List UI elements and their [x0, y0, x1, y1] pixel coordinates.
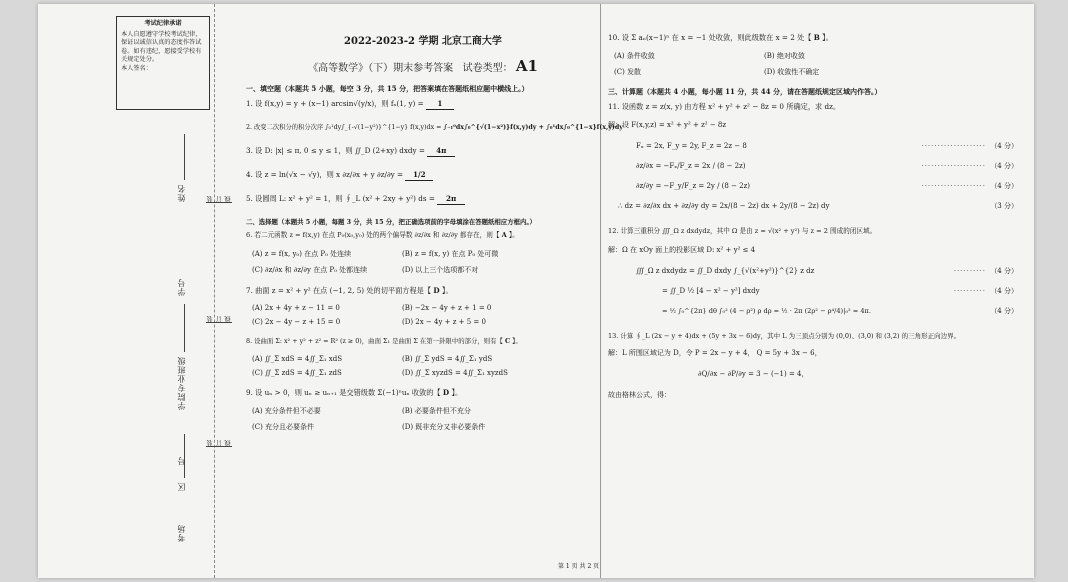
- question-text: 2. 改变二次积分的积分次序 ∫₀¹dy∫_{-√(1−y²)}^{1−y} f(x,y)dx =: [246, 124, 442, 131]
- solution-step: [608, 281, 1028, 301]
- answer: 1: [426, 98, 454, 110]
- score: （3 分）: [990, 202, 1018, 210]
- answer: 4π: [427, 145, 455, 157]
- option: (A) 2x + 4y + z − 11 = 0: [252, 304, 340, 312]
- solution-tail: 故由格林公式，得：: [608, 391, 671, 399]
- section-title: 一、填空题（本题共 5 小题，每空 3 分，共 15 分，把答案填在答题纸相应题中横线上。）: [246, 84, 529, 93]
- option: (D) 2x − 4y + z + 5 = 0: [402, 318, 486, 326]
- step-text: ∂z/∂y = −F_y/F_z = 2y / (8 − 2z): [636, 182, 751, 190]
- question-text: 5. 设圆周 L: x² + y² = 1，则 ∮_L (x² + 2xy + y²) ds =: [246, 194, 435, 203]
- question-text: 7. 曲面 z = x² + y² 在点 (−1, 2, 5) 处的切平面方程是【: [246, 286, 432, 295]
- solution-step: [608, 364, 1028, 384]
- question: [246, 145, 600, 157]
- exam-sheet: [38, 4, 1034, 578]
- exam-term: 2022-2023-2 学期 北京工商大学: [344, 36, 502, 47]
- question: 12. 计算三重积分 ∭_Ω z dxdydz，其中 Ω 是由 z = √(x² + y²) 与 z = 2 围成的闭区域。: [608, 227, 877, 235]
- step-text: ∂Q/∂x − ∂P/∂y = 3 − (−1) = 4，: [698, 370, 809, 378]
- question-bracket: 】。: [512, 337, 522, 345]
- score: （4 分）: [990, 307, 1018, 315]
- option: (B) 绝对收敛: [764, 52, 805, 60]
- score: （4 分）: [990, 182, 1018, 190]
- option: (C) ∬_Σ zdS = 4∬_Σ₁ zdS: [252, 369, 342, 377]
- gutter-label-class: 学院专业班级: [177, 356, 186, 410]
- gutter-label-id: 学号: [177, 278, 186, 296]
- question-text: 8. 设曲面 Σ: x² + y² + z² = R² (z ≥ 0)，曲面 Σ₁ 是曲面 Σ 在第一卦限中的部分，则有【: [246, 337, 503, 345]
- answer: B: [813, 33, 820, 42]
- question: 13. 计算 ∮_L (2x − y + 4)dx + (5y + 3x − 6)dy，其中 L 为三顶点分别为 (0,0)、(3,0) 和 (3,2) 的三角形正向边界。: [608, 332, 961, 340]
- score: （4 分）: [990, 162, 1018, 170]
- option: (C) 2x − 4y − z + 15 = 0: [252, 318, 341, 326]
- left-column: [246, 4, 623, 578]
- option: (D) 收敛性不确定: [764, 68, 820, 76]
- solution-step: [608, 196, 1028, 216]
- solution-step: [608, 261, 1028, 281]
- option: (C) ∂z/∂x 和 ∂z/∂y 在点 P₀ 处都连续: [252, 266, 368, 274]
- step-text: = ∬_D ½ [4 − x² − y²] dxdy: [662, 287, 760, 295]
- gutter-label-number: 号: [177, 456, 186, 465]
- binding-gutter: [38, 4, 232, 578]
- answer: D: [442, 388, 450, 397]
- gutter-label-room: 区: [177, 482, 186, 491]
- solution-intro: 解：Ω 在 xOy 面上的投影区域 D: x² + y² ≤ 4: [608, 246, 756, 254]
- option: (B) 必要条件但不充分: [402, 407, 471, 415]
- dot-leader: ··········: [953, 267, 986, 275]
- discipline-notice: [116, 16, 210, 110]
- notice-sign: 本人签名：: [121, 64, 152, 72]
- option: (A) z = f(x, y₀) 在点 P₀ 处连续: [252, 250, 352, 258]
- answer: ∫₋₁⁰dx∫₀^{√(1−x²)}f(x,y)dy + ∫₀¹dx∫₀^{1−x}f(x,y)dy: [443, 124, 623, 131]
- binding-mark: 装订线: [206, 436, 232, 447]
- step-text: = ½ ∫₀^{2π} dθ ∫₀² (4 − ρ²) ρ dρ = ½ · 2π (2ρ² − ρ⁴/4)|₀² = 4π.: [662, 307, 871, 315]
- question-text: 1. 设 f(x,y) = y + (x−1) arcsin√(y/x)，则 fₓ(1, y) =: [246, 99, 424, 108]
- gutter-label-exam: 考场: [177, 524, 186, 542]
- dot-leader: ····················: [921, 162, 986, 170]
- option: (D) 以上三个选项都不对: [402, 266, 479, 274]
- section-title: 三、计算题（本题共 4 小题，每小题 11 分，共 44 分，请在答题纸规定区域内作答。）: [608, 87, 882, 96]
- score: （4 分）: [990, 287, 1018, 295]
- option: (A) 条件收敛: [614, 52, 655, 60]
- question-text: 10. 设 Σ aₙ(x−1)ⁿ 在 x = −1 处收敛，则此级数在 x = 2 处【: [608, 33, 812, 42]
- paper-type-value: A1: [515, 57, 538, 75]
- question-bracket: 】。: [451, 388, 463, 397]
- exam-title-row: [246, 57, 600, 75]
- question-text: 9. 设 uₙ > 0，则 uₙ ≥ uₙ₊₁ 是交错级数 Σ(−1)ⁿuₙ 收敛的【: [246, 388, 441, 397]
- step-text: ∴ dz = ∂z/∂x dx + ∂z/∂y dy = 2x/(8 − 2z) dx + 2y/(8 − 2z) dy: [618, 202, 830, 210]
- options: [252, 304, 600, 326]
- gutter-label-name: 姓名: [177, 184, 186, 202]
- solution-step: [608, 156, 1028, 176]
- answer: D: [433, 286, 440, 295]
- option: (C) 发散: [614, 68, 642, 76]
- option: (B) z = f(x, y) 在点 P₀ 处可微: [402, 250, 499, 258]
- solution-step: [608, 301, 1028, 321]
- question-bracket: 】。: [441, 286, 453, 295]
- question: [246, 98, 600, 110]
- options: [252, 355, 600, 377]
- option: (B) ∬_Σ ydS = 4∬_Σ₁ ydS: [402, 355, 493, 363]
- paper-type-label: 试卷类型：: [462, 63, 513, 74]
- question: [246, 193, 600, 205]
- question: [246, 169, 600, 181]
- binding-mark: 装订线: [206, 312, 232, 323]
- binding-mark: 装订线: [206, 192, 232, 203]
- dot-leader: ··········: [953, 287, 986, 295]
- notice-body: 本人自愿遵守学校考试纪律，保证以诚信认真的态度作答试卷。如有违纪，愿接受学校有关规定处分。: [121, 30, 202, 64]
- options: [614, 51, 1028, 77]
- question: [246, 122, 623, 133]
- options: [252, 406, 600, 432]
- exam-title: 《高等数学》（下）期末参考答案: [308, 63, 454, 74]
- option: (D) ∬_Σ xyzdS = 4∬_Σ₁ xyzdS: [402, 369, 508, 377]
- answer: C: [505, 337, 511, 345]
- step-text: ∂z/∂x = −Fₓ/F_z = 2x / (8 − 2z): [636, 162, 746, 170]
- question-text: 6. 若二元函数 z = f(x,y) 在点 P₀(x₀,y₀) 处的两个偏导数 ∂z/∂x 和 ∂z/∂y 都存在，则【: [246, 231, 500, 239]
- solution-intro: 解：设 F(x,y,z) = x² + y² + z² − 8z: [608, 121, 727, 129]
- answer: A: [501, 231, 507, 239]
- right-column: [608, 4, 1028, 578]
- solution-intro: 解：L 所围区域记为 D，令 P = 2x − y + 4， Q = 5y + 3x − 6，: [608, 349, 822, 357]
- dot-leader: ····················: [921, 142, 986, 150]
- option: (A) 充分条件但不必要: [252, 407, 321, 415]
- gutter-line: [184, 304, 185, 352]
- score: （4 分）: [990, 267, 1018, 275]
- question-text: 3. 设 D: |x| ≤ π, 0 ≤ y ≤ 1，则 ∬_D (2+xy) dxdy =: [246, 146, 425, 155]
- question-text: 4. 设 z = ln(√x − √y)，则 x ∂z/∂x + y ∂z/∂y =: [246, 170, 404, 179]
- options: [252, 249, 600, 275]
- score: （4 分）: [990, 142, 1018, 150]
- question-bracket: 】。: [822, 33, 833, 42]
- option: (D) 既非充分又非必要条件: [402, 423, 486, 431]
- question: 11. 设函数 z = z(x, y) 由方程 x² + y² + z² − 8z = 0 所确定，求 dz。: [608, 102, 841, 111]
- solution-step: [608, 136, 1028, 156]
- option: (B) −2x − 4y + z + 1 = 0: [402, 304, 492, 312]
- question: [246, 230, 600, 241]
- answer: 1/2: [405, 169, 433, 181]
- question: [246, 387, 600, 398]
- notice-title: 考试纪律承诺: [144, 20, 182, 27]
- dot-leader: ····················: [921, 182, 986, 190]
- section-title: 二、选择题（本题共 5 小题，每题 3 分，共 15 分，把正确选项前的字母填涂在答题纸相应方框内。）: [246, 218, 536, 226]
- question: [608, 32, 1028, 43]
- question-bracket: 】。: [508, 231, 519, 239]
- solution-step: [608, 176, 1028, 196]
- answer: 2π: [437, 193, 465, 205]
- step-text: Fₓ = 2x, F_y = 2y, F_z = 2z − 8: [636, 142, 747, 150]
- page-footer: 第 1 页 共 2 页: [558, 563, 600, 570]
- option: (C) 充分且必要条件: [252, 423, 315, 431]
- question: [246, 285, 600, 296]
- step-text: ∭_Ω z dxdydz = ∬_D dxdy ∫_{√(x²+y²)}^{2} z dz: [636, 267, 815, 275]
- gutter-line: [184, 134, 185, 180]
- question: [246, 336, 600, 347]
- option: (A) ∬_Σ xdS = 4∬_Σ₁ xdS: [252, 355, 343, 363]
